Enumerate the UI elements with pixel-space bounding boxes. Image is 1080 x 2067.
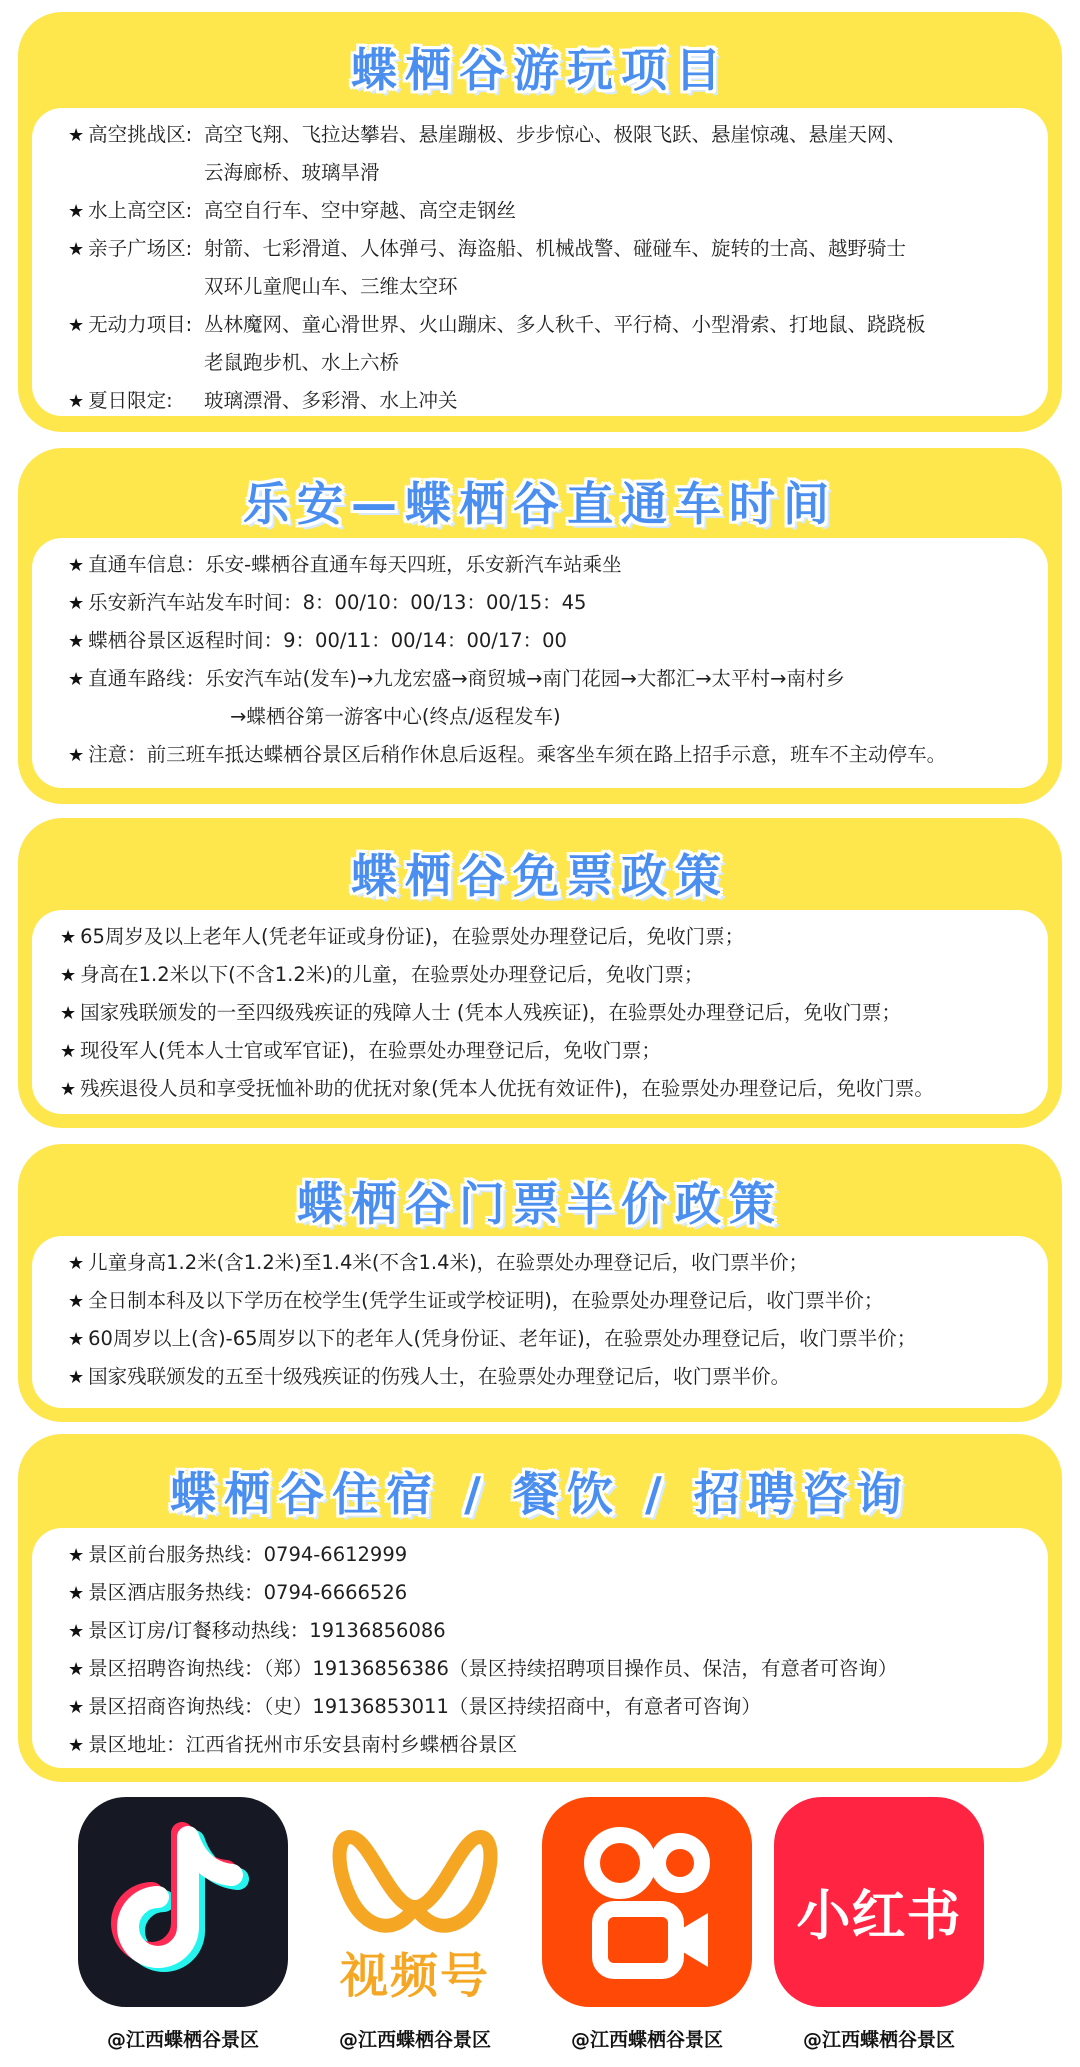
- item-text: 景区招商咨询热线：（史）19136853011（景区持续招商中，有意者可咨询）: [88, 1695, 761, 1718]
- star-icon: ★: [60, 1079, 77, 1100]
- star-icon: ★: [68, 745, 85, 766]
- star-icon: ★: [68, 391, 85, 412]
- list-item: [68, 666, 1038, 693]
- star-icon: ★: [68, 669, 85, 690]
- item-text: 景区酒店服务热线：0794-6666526: [88, 1581, 408, 1604]
- star-icon: ★: [68, 1545, 85, 1566]
- list-item: [60, 924, 1038, 951]
- free-ticket-section: [18, 818, 1062, 1128]
- item-label: 水上高空区:: [88, 199, 193, 222]
- list-item: [68, 1732, 1038, 1759]
- item-text: 老鼠跑步机、水上六桥: [204, 351, 400, 374]
- list-item: [68, 1288, 1038, 1315]
- item-text: 儿童身高1.2米(含1.2米)至1.4米(不含1.4米)，在验票处办理登记后，收门票半价；: [88, 1251, 809, 1274]
- star-icon: ★: [60, 965, 77, 986]
- item-text: 全日制本科及以下学历在校学生(凭学生证或学校证明)，在验票处办理登记后，收门票半价；: [88, 1289, 884, 1312]
- list-item: [68, 628, 1038, 655]
- bus-section-title: 乐安—蝶栖谷直通车时间: [243, 477, 837, 531]
- kuaishou-logo: [542, 1797, 752, 2007]
- list-item: [68, 1694, 1038, 1721]
- item-text: 直通车路线：乐安汽车站(发车)→九龙宏盛→商贸城→南门花园→大都汇→太平村→南村乡: [88, 667, 845, 690]
- star-icon: ★: [68, 1329, 85, 1350]
- list-item: [60, 1076, 1038, 1103]
- item-text: 现役军人(凭本人士官或军官证)，在验票处办理登记后，免收门票；: [80, 1039, 661, 1062]
- half-price-section-body: [32, 1236, 1048, 1408]
- star-icon: ★: [68, 593, 85, 614]
- item-text: 丛林魔网、童心滑世界、火山蹦床、多人秋千、平行椅、小型滑索、打地鼠、跷跷板: [204, 313, 926, 336]
- kuaishou-icon[interactable]: [542, 1797, 752, 2007]
- wechat-channels-label: 视频号: [339, 1948, 490, 2004]
- star-icon: ★: [68, 1253, 85, 1274]
- list-item: [68, 1618, 1038, 1645]
- star-icon: ★: [68, 239, 85, 260]
- contact-section-body: [32, 1528, 1048, 1768]
- list-item: [68, 552, 1038, 579]
- item-text: 射箭、七彩滑道、人体弹弓、海盗船、机械战警、碰碰车、旋转的士高、越野骑士: [204, 237, 907, 260]
- star-icon: ★: [68, 1621, 85, 1642]
- douyin-icon[interactable]: [78, 1797, 288, 2007]
- half-price-section-title: 蝶栖谷门票半价政策: [297, 1177, 783, 1231]
- star-icon: ★: [68, 201, 85, 222]
- wechat-channels-icon[interactable]: [310, 1797, 520, 2007]
- item-text: 65周岁及以上老年人(凭老年证或身份证)，在验票处办理登记后，免收门票；: [80, 925, 745, 948]
- item-label: 亲子广场区:: [88, 237, 193, 260]
- xiaohongshu-label: 小红书: [796, 1884, 962, 1947]
- item-text: 景区地址：江西省抚州市乐安县南村乡蝶栖谷景区: [88, 1733, 518, 1756]
- list-item: [60, 962, 1038, 989]
- xiaohongshu-icon[interactable]: [774, 1797, 984, 2007]
- item-label: 高空挑战区:: [88, 123, 193, 146]
- item-text: 双环儿童爬山车、三维太空环: [204, 275, 458, 298]
- bus-section: [18, 448, 1062, 804]
- list-item: [68, 1326, 1038, 1353]
- star-icon: ★: [68, 1659, 85, 1680]
- star-icon: ★: [68, 1367, 85, 1388]
- item-text: 残疾退役人员和享受抚恤补助的优抚对象(凭本人优抚有效证件)，在验票处办理登记后，免收门票。: [80, 1077, 934, 1100]
- item-label: 夏日限定:: [88, 389, 173, 412]
- douyin-logo: [78, 1797, 288, 2007]
- list-item: [68, 1250, 1038, 1277]
- item-text: 国家残联颁发的一至四级残疾证的残障人士 (凭本人残疾证)，在验票处办理登记后，免收门票；: [80, 1001, 902, 1024]
- item-text: 玻璃漂滑、多彩滑、水上冲关: [204, 389, 458, 412]
- item-text: 身高在1.2米以下(不含1.2米)的儿童，在验票处办理登记后，免收门票；: [80, 963, 704, 986]
- contact-section-title: 蝶栖谷住宿 / 餐饮 / 招聘咨询: [170, 1467, 910, 1521]
- list-item-continued: →蝶栖谷第一游客中心(终点/返程发车): [230, 705, 561, 728]
- star-icon: ★: [68, 555, 85, 576]
- item-text: 乐安新汽车站发车时间：8：00/10：00/13：00/15：45: [88, 591, 587, 614]
- kuaishou-handle[interactable]: @江西蝶栖谷景区: [570, 2029, 723, 2051]
- item-text: 高空自行车、空中穿越、高空走钢丝: [204, 199, 517, 222]
- star-icon: ★: [68, 125, 85, 146]
- list-item: [68, 1580, 1038, 1607]
- wechat-channels-handle[interactable]: @江西蝶栖谷景区: [338, 2029, 491, 2051]
- star-icon: ★: [68, 1583, 85, 1604]
- item-text: 景区前台服务热线：0794-6612999: [88, 1543, 408, 1566]
- play-section: [18, 12, 1062, 432]
- item-text: 蝶栖谷景区返程时间：9：00/11：00/14：00/17：00: [88, 629, 567, 652]
- star-icon: ★: [60, 927, 77, 948]
- half-price-section: [18, 1144, 1062, 1422]
- play-section-title: 蝶栖谷游玩项目: [351, 43, 729, 97]
- list-item: [68, 742, 1038, 769]
- list-item: [68, 1656, 1038, 1683]
- list-item: [68, 590, 1038, 617]
- free-ticket-section-title: 蝶栖谷免票政策: [351, 849, 729, 903]
- bus-section-body: [32, 538, 1048, 788]
- item-text: 景区订房/订餐移动热线：19136856086: [88, 1619, 446, 1642]
- star-icon: ★: [68, 1735, 85, 1756]
- star-icon: ★: [68, 631, 85, 652]
- xiaohongshu-handle[interactable]: @江西蝶栖谷景区: [802, 2029, 955, 2051]
- item-text: 云海廊桥、玻璃旱滑: [204, 161, 380, 184]
- free-ticket-section-body: [32, 910, 1048, 1114]
- item-label: 无动力项目:: [88, 313, 193, 336]
- item-text: 直通车信息：乐安-蝶栖谷直通车每天四班，乐安新汽车站乘坐: [88, 553, 622, 576]
- list-item: [68, 1364, 1038, 1391]
- star-icon: ★: [68, 1697, 85, 1718]
- list-item: [60, 1000, 1038, 1027]
- list-item: [68, 1542, 1038, 1569]
- list-item: [60, 1038, 1038, 1065]
- item-text: 注意：前三班车抵达蝶栖谷景区后稍作休息后返程。乘客坐车须在路上招手示意，班车不主动停车。: [88, 743, 947, 766]
- star-icon: ★: [68, 315, 85, 336]
- star-icon: ★: [60, 1003, 77, 1024]
- item-text: 国家残联颁发的五至十级残疾证的伤残人士，在验票处办理登记后，收门票半价。: [88, 1365, 791, 1388]
- item-text: 60周岁以上(含)-65周岁以下的老年人(凭身份证、老年证)，在验票处办理登记后，收门票半价；: [88, 1327, 917, 1350]
- contact-section: [18, 1434, 1062, 1782]
- play-section-body: [32, 108, 1048, 416]
- star-icon: ★: [68, 1291, 85, 1312]
- douyin-handle[interactable]: @江西蝶栖谷景区: [106, 2029, 259, 2051]
- star-icon: ★: [60, 1041, 77, 1062]
- item-text: 高空飞翔、飞拉达攀岩、悬崖蹦极、步步惊心、极限飞跃、悬崖惊魂、悬崖天网、: [204, 123, 907, 146]
- item-text: 景区招聘咨询热线：（郑）19136856386（景区持续招聘项目操作员、保洁，有意者可咨询）: [88, 1657, 898, 1680]
